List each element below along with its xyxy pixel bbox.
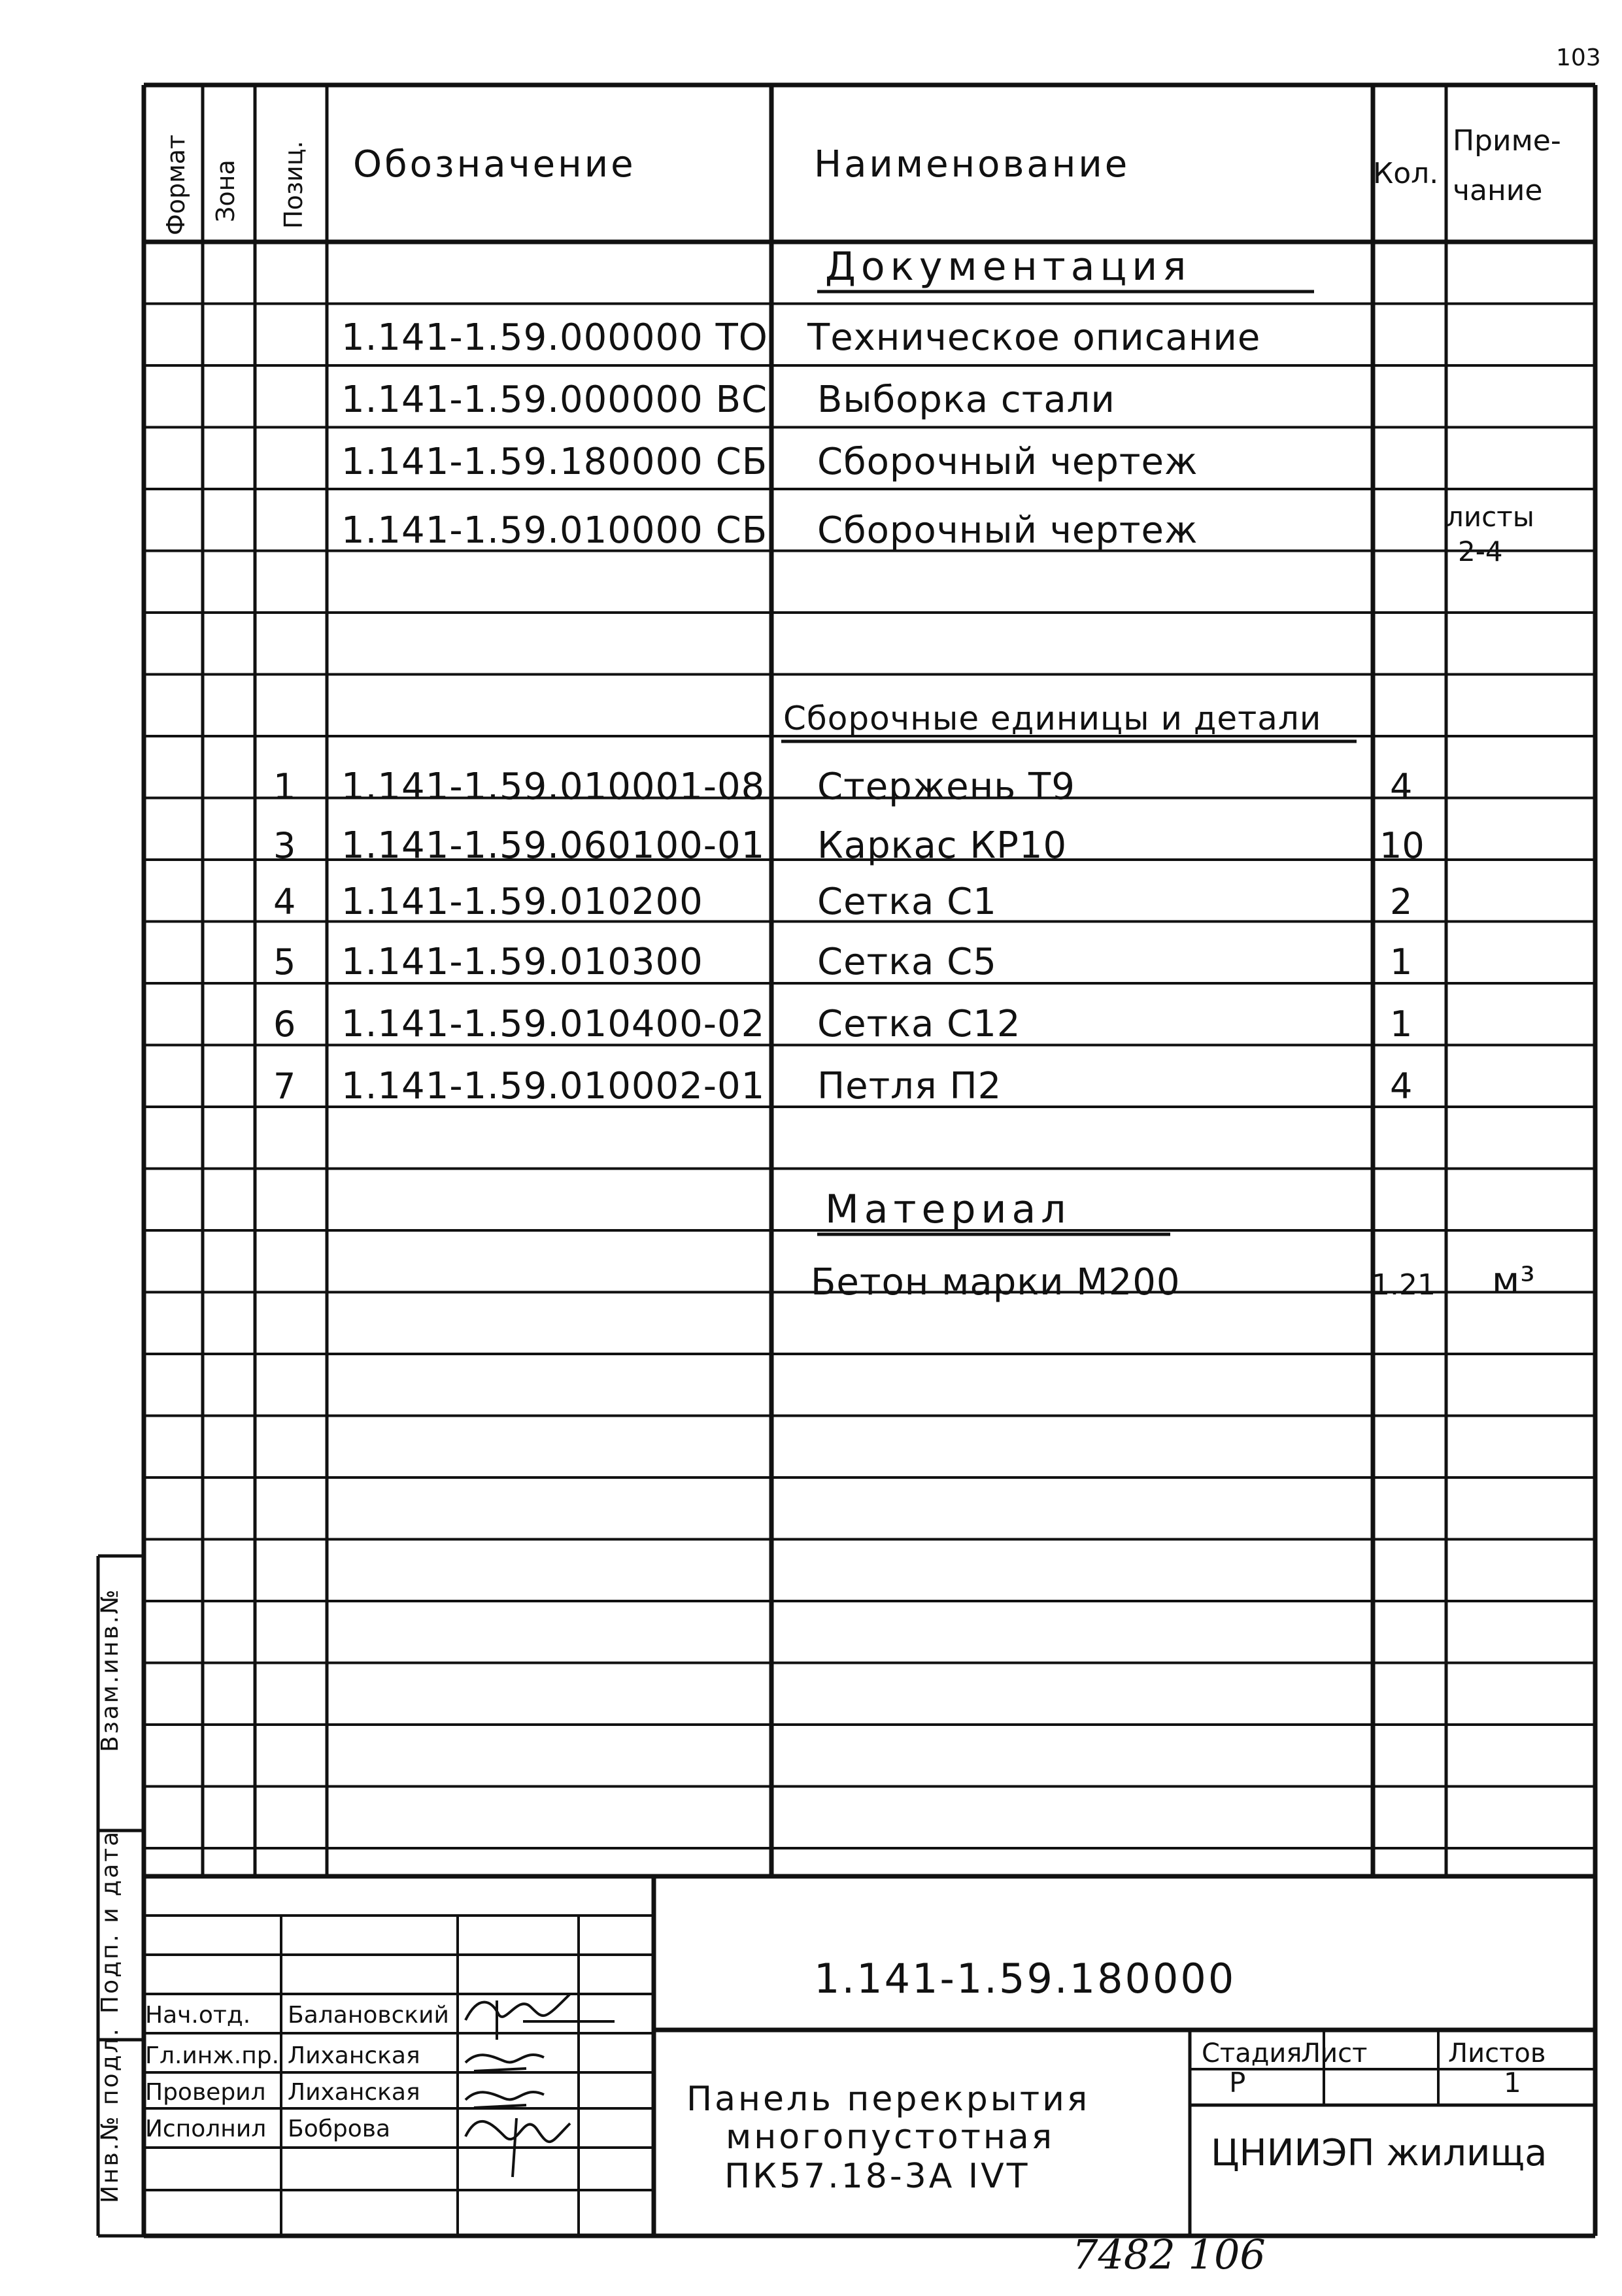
part-name: Сетка С1 bbox=[817, 881, 997, 923]
signer-row bbox=[145, 2116, 390, 2142]
doc-note-line2: 2-4 bbox=[1458, 535, 1503, 567]
signer-role: Проверил bbox=[145, 2079, 266, 2106]
corner-mark: 103 bbox=[1556, 44, 1601, 71]
signature-2 bbox=[465, 2055, 544, 2071]
sheets-value: 1 bbox=[1504, 2067, 1521, 2099]
table-row bbox=[273, 941, 1412, 983]
table-row bbox=[273, 766, 1412, 808]
signer-name: Боброва bbox=[288, 2116, 391, 2142]
header-qty: Кол. bbox=[1373, 157, 1439, 190]
part-pos: 3 bbox=[273, 825, 296, 866]
part-qty: 1 bbox=[1390, 941, 1413, 983]
signer-row bbox=[145, 2042, 420, 2069]
part-name: Сетка С12 bbox=[817, 1003, 1021, 1045]
part-name: Каркас КР10 bbox=[817, 824, 1068, 867]
signer-role: Исполнил bbox=[145, 2116, 267, 2142]
organization: ЦНИИЭП жилища bbox=[1211, 2132, 1547, 2174]
doc-name: Сборочный чертеж bbox=[817, 441, 1198, 483]
doc-name: Сборочный чертеж bbox=[817, 509, 1198, 552]
signer-name: Лиханская bbox=[288, 2042, 420, 2069]
doc-designation: 1.141-1.59.180000 СБ bbox=[341, 441, 768, 483]
part-designation: 1.141-1.59.060100-01 bbox=[341, 824, 766, 867]
parts-list bbox=[273, 766, 1425, 1107]
part-qty: 2 bbox=[1390, 881, 1413, 922]
sheets-label: Листов bbox=[1448, 2038, 1546, 2068]
header-position: Позиц. bbox=[279, 141, 308, 229]
stage-value: Р bbox=[1229, 2067, 1246, 2099]
part-pos: 6 bbox=[273, 1004, 296, 1045]
signer-role: Гл.инж.пр. bbox=[145, 2042, 280, 2069]
title-line1: Панель перекрытия bbox=[686, 2080, 1090, 2119]
doc-designation: 1.141-1.59.000000 ВС bbox=[341, 379, 768, 421]
table-row bbox=[273, 1003, 1412, 1045]
doc-designation: 1.141-1.59.010000 СБ bbox=[341, 509, 768, 552]
part-pos: 7 bbox=[273, 1066, 296, 1107]
list-item bbox=[341, 379, 1115, 421]
doc-name: Выборка стали bbox=[817, 379, 1115, 421]
material-qty: 1.21 bbox=[1372, 1268, 1436, 1302]
doc-name: Техническое описание bbox=[807, 316, 1261, 359]
signer-row bbox=[145, 2002, 449, 2029]
list-item bbox=[341, 501, 1534, 567]
material-unit: м³ bbox=[1492, 1260, 1536, 1302]
part-designation: 1.141-1.59.010002-01 bbox=[341, 1065, 766, 1107]
side-label-sign-date: Подп. и дата bbox=[97, 1829, 124, 2014]
doc-code: 1.141-1.59.180000 bbox=[814, 1955, 1236, 2002]
header-designation: Обозначение bbox=[353, 143, 636, 186]
part-name: Сетка С5 bbox=[817, 941, 997, 983]
table-row bbox=[273, 881, 1412, 923]
part-designation: 1.141-1.59.010300 bbox=[341, 941, 703, 983]
section-documentation: Документация bbox=[825, 244, 1192, 290]
header-note-line2: чание bbox=[1453, 174, 1543, 207]
part-qty: 4 bbox=[1390, 766, 1413, 807]
header-format: Формат bbox=[161, 134, 190, 235]
part-name: Петля П2 bbox=[817, 1065, 1002, 1107]
doc-note-line1: листы bbox=[1446, 501, 1534, 533]
footer-number: 7482 106 bbox=[1072, 2231, 1266, 2278]
header-note-line1: Приме- bbox=[1453, 124, 1561, 158]
section-assemblies: Сборочные единицы и детали bbox=[783, 700, 1322, 737]
signature-3 bbox=[465, 2092, 544, 2108]
part-pos: 5 bbox=[273, 941, 296, 983]
title-line2: многопустотная bbox=[726, 2118, 1055, 2157]
part-designation: 1.141-1.59.010400-02 bbox=[341, 1003, 766, 1045]
part-designation: 1.141-1.59.010001-08 bbox=[341, 766, 766, 808]
material-name: Бетон марки М200 bbox=[811, 1261, 1181, 1304]
signer-role: Нач.отд. bbox=[145, 2002, 251, 2029]
signer-name: Лиханская bbox=[288, 2079, 420, 2106]
section-material: Материал bbox=[825, 1187, 1072, 1232]
signatures bbox=[465, 1994, 615, 2177]
doc-designation: 1.141-1.59.000000 ТО bbox=[341, 316, 768, 359]
part-name: Стержень Т9 bbox=[817, 766, 1075, 808]
sheet-label: Лист bbox=[1301, 2038, 1368, 2068]
header-zone: Зона bbox=[211, 160, 240, 222]
signer-name: Балановский bbox=[288, 2002, 449, 2029]
header-name: Наименование bbox=[814, 143, 1130, 186]
title-line3: ПК57.18-3А IVТ bbox=[724, 2157, 1030, 2196]
part-pos: 4 bbox=[273, 881, 296, 922]
list-item bbox=[341, 316, 1260, 359]
side-label-inv-orig: Инв.№ подл. bbox=[97, 2027, 124, 2203]
part-qty: 1 bbox=[1390, 1004, 1413, 1045]
table-row bbox=[811, 1260, 1536, 1304]
stage-label: Стадия bbox=[1202, 2038, 1302, 2068]
documents-list bbox=[341, 316, 1534, 567]
signer-row bbox=[145, 2079, 420, 2106]
part-qty: 4 bbox=[1390, 1066, 1413, 1107]
table-row bbox=[273, 1065, 1412, 1107]
side-label-replace-inv: Взам.инв.№ bbox=[97, 1587, 124, 1752]
part-qty: 10 bbox=[1379, 825, 1425, 866]
part-designation: 1.141-1.59.010200 bbox=[341, 881, 703, 923]
part-pos: 1 bbox=[273, 766, 296, 807]
